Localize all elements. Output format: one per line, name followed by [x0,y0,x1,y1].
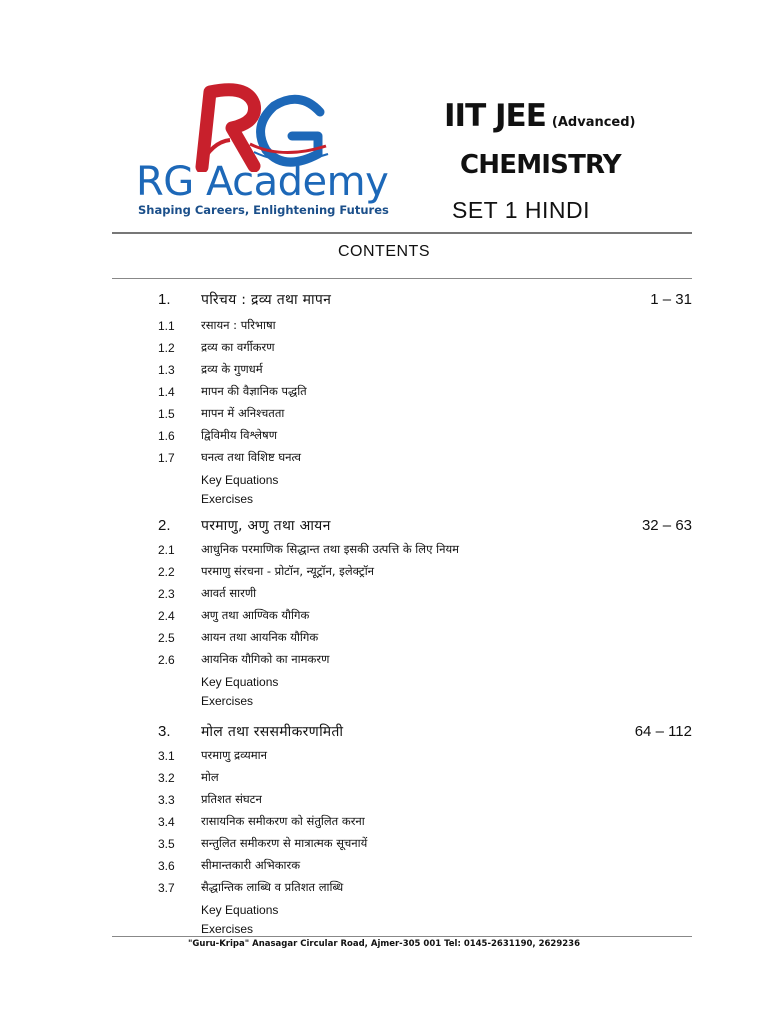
toc-item [158,881,658,901]
toc-item [158,903,658,923]
logo-name: RG Academy [136,159,389,205]
toc-item-number: 1.5 [158,407,175,421]
toc-item-number: 2.3 [158,587,175,601]
exam-title-sub: (Advanced) [551,115,636,130]
toc-item-title: आयनिक यौगिको का नामकरण [201,652,330,666]
toc-item-title: प्रतिशत संघटन [201,792,262,806]
set-title: SET 1 HINDI [452,197,590,223]
toc-item-title: सीमान्तकारी अभिकारक [201,858,301,872]
toc-item [158,341,658,361]
toc-item [158,565,658,585]
toc-item-number: 2.6 [158,653,175,667]
toc-item-number: 3.5 [158,837,175,851]
toc-item [158,793,658,813]
toc-item [158,749,658,769]
toc-item [158,587,658,607]
toc-item-title: Exercises [201,492,254,506]
contents-heading: CONTENTS [338,243,430,260]
toc-item-number: 3.6 [158,859,175,873]
toc-item-title: द्रव्य के गुणधर्म [201,362,263,376]
toc-item [158,675,658,695]
exam-title [444,98,636,134]
toc-item [158,859,658,879]
toc-item [158,694,658,714]
toc-item [158,631,658,651]
toc-item [158,771,658,791]
toc-item-title: मापन की वैज्ञानिक पद्धति [201,384,307,398]
chapter-pages: 1 – 31 [650,291,692,308]
chapter-title: परिचय : द्रव्य तथा मापन [201,292,332,308]
toc-item [158,451,658,471]
toc-item-number: 2.2 [158,565,175,579]
toc-item-title: सैद्धान्तिक लाब्धि व प्रतिशत लाब्धि [201,880,344,894]
chapter-number: 3. [158,723,171,740]
toc-item-title: आधुनिक परमाणिक सिद्धान्त तथा इसकी उत्पत्ति के लिए नियम [201,542,459,556]
toc-item-number: 2.1 [158,543,175,557]
toc-item [158,653,658,673]
toc-item-number: 1.4 [158,385,175,399]
chapter-number: 1. [158,291,171,308]
toc-item [158,429,658,449]
toc-item [158,363,658,383]
toc-item [158,319,658,339]
chapter-heading [158,723,692,745]
toc-item-number: 3.4 [158,815,175,829]
toc-item [158,815,658,835]
toc-item-title: रसायन : परिभाषा [201,318,276,332]
toc-item-title: मापन में अनिश्चतता [201,406,285,420]
chapter-title: मोल तथा रससमीकरणमिती [201,724,344,740]
chapter-pages: 64 – 112 [634,723,692,740]
toc-item-number: 2.5 [158,631,175,645]
toc-item-number: 3.7 [158,881,175,895]
rg-academy-logo [130,82,410,222]
toc-item-number: 3.2 [158,771,175,785]
toc-item-number: 1.3 [158,363,175,377]
toc-item-title: अणु तथा आण्विक यौगिक [201,608,310,622]
chapter-heading [158,291,692,313]
toc-item-title: घनत्व तथा विशिष्ट घनत्व [201,450,301,464]
toc-item-title: आयन तथा आयनिक यौगिक [201,630,319,644]
toc-item-number: 1.7 [158,451,175,465]
logo-tagline: Shaping Careers, Enlightening Futures [138,203,389,217]
toc-item-number: 1.6 [158,429,175,443]
toc-item-title: रासायनिक समीकरण को संतुलित करना [201,814,365,828]
toc-item-number: 3.3 [158,793,175,807]
contents-divider [112,278,692,279]
toc-item [158,543,658,563]
footer-divider [112,936,692,937]
toc-item-title: आवर्त सारणी [201,586,257,600]
toc-item-title: परमाणु संरचना - प्रोटॉन, न्यूट्रॉन, इलेक्ट्रॉन [201,564,375,578]
toc-item-number: 1.1 [158,319,175,333]
subject-title: CHEMISTRY [460,150,621,180]
toc-item-title: Key Equations [201,903,279,917]
toc-item [158,609,658,629]
toc-item-title: Key Equations [201,675,279,689]
toc-item [158,385,658,405]
chapter-heading [158,517,692,539]
toc-item-title: परमाणु द्रव्यमान [201,748,268,762]
chapter-pages: 32 – 63 [641,517,692,534]
header-divider [112,232,692,234]
toc-item-number: 1.2 [158,341,175,355]
toc-item [158,492,658,512]
toc-item-number: 3.1 [158,749,175,763]
toc-item-title: द्विविमीय विश्लेषण [201,428,278,442]
chapter-title: परमाणु, अणु तथा आयन [201,518,331,534]
toc-item-title: सन्तुलित समीकरण से मात्रात्मक सूचनायें [201,836,368,850]
toc-item-title: Exercises [201,694,254,708]
toc-item-title: मोल [201,770,219,784]
exam-title-main: IIT JEE [444,98,546,134]
toc-item-title: Exercises [201,922,254,936]
toc-item-number: 2.4 [158,609,175,623]
toc-item-title: Key Equations [201,473,279,487]
toc-item [158,473,658,493]
toc-item [158,837,658,857]
footer-address: "Guru-Kripa" Anasagar Circular Road, Ajmer-305 001 Tel: 0145-2631190, 2629236 [187,939,580,949]
toc-item [158,407,658,427]
toc-item-title: द्रव्य का वर्गीकरण [201,340,275,354]
chapter-number: 2. [158,517,171,534]
